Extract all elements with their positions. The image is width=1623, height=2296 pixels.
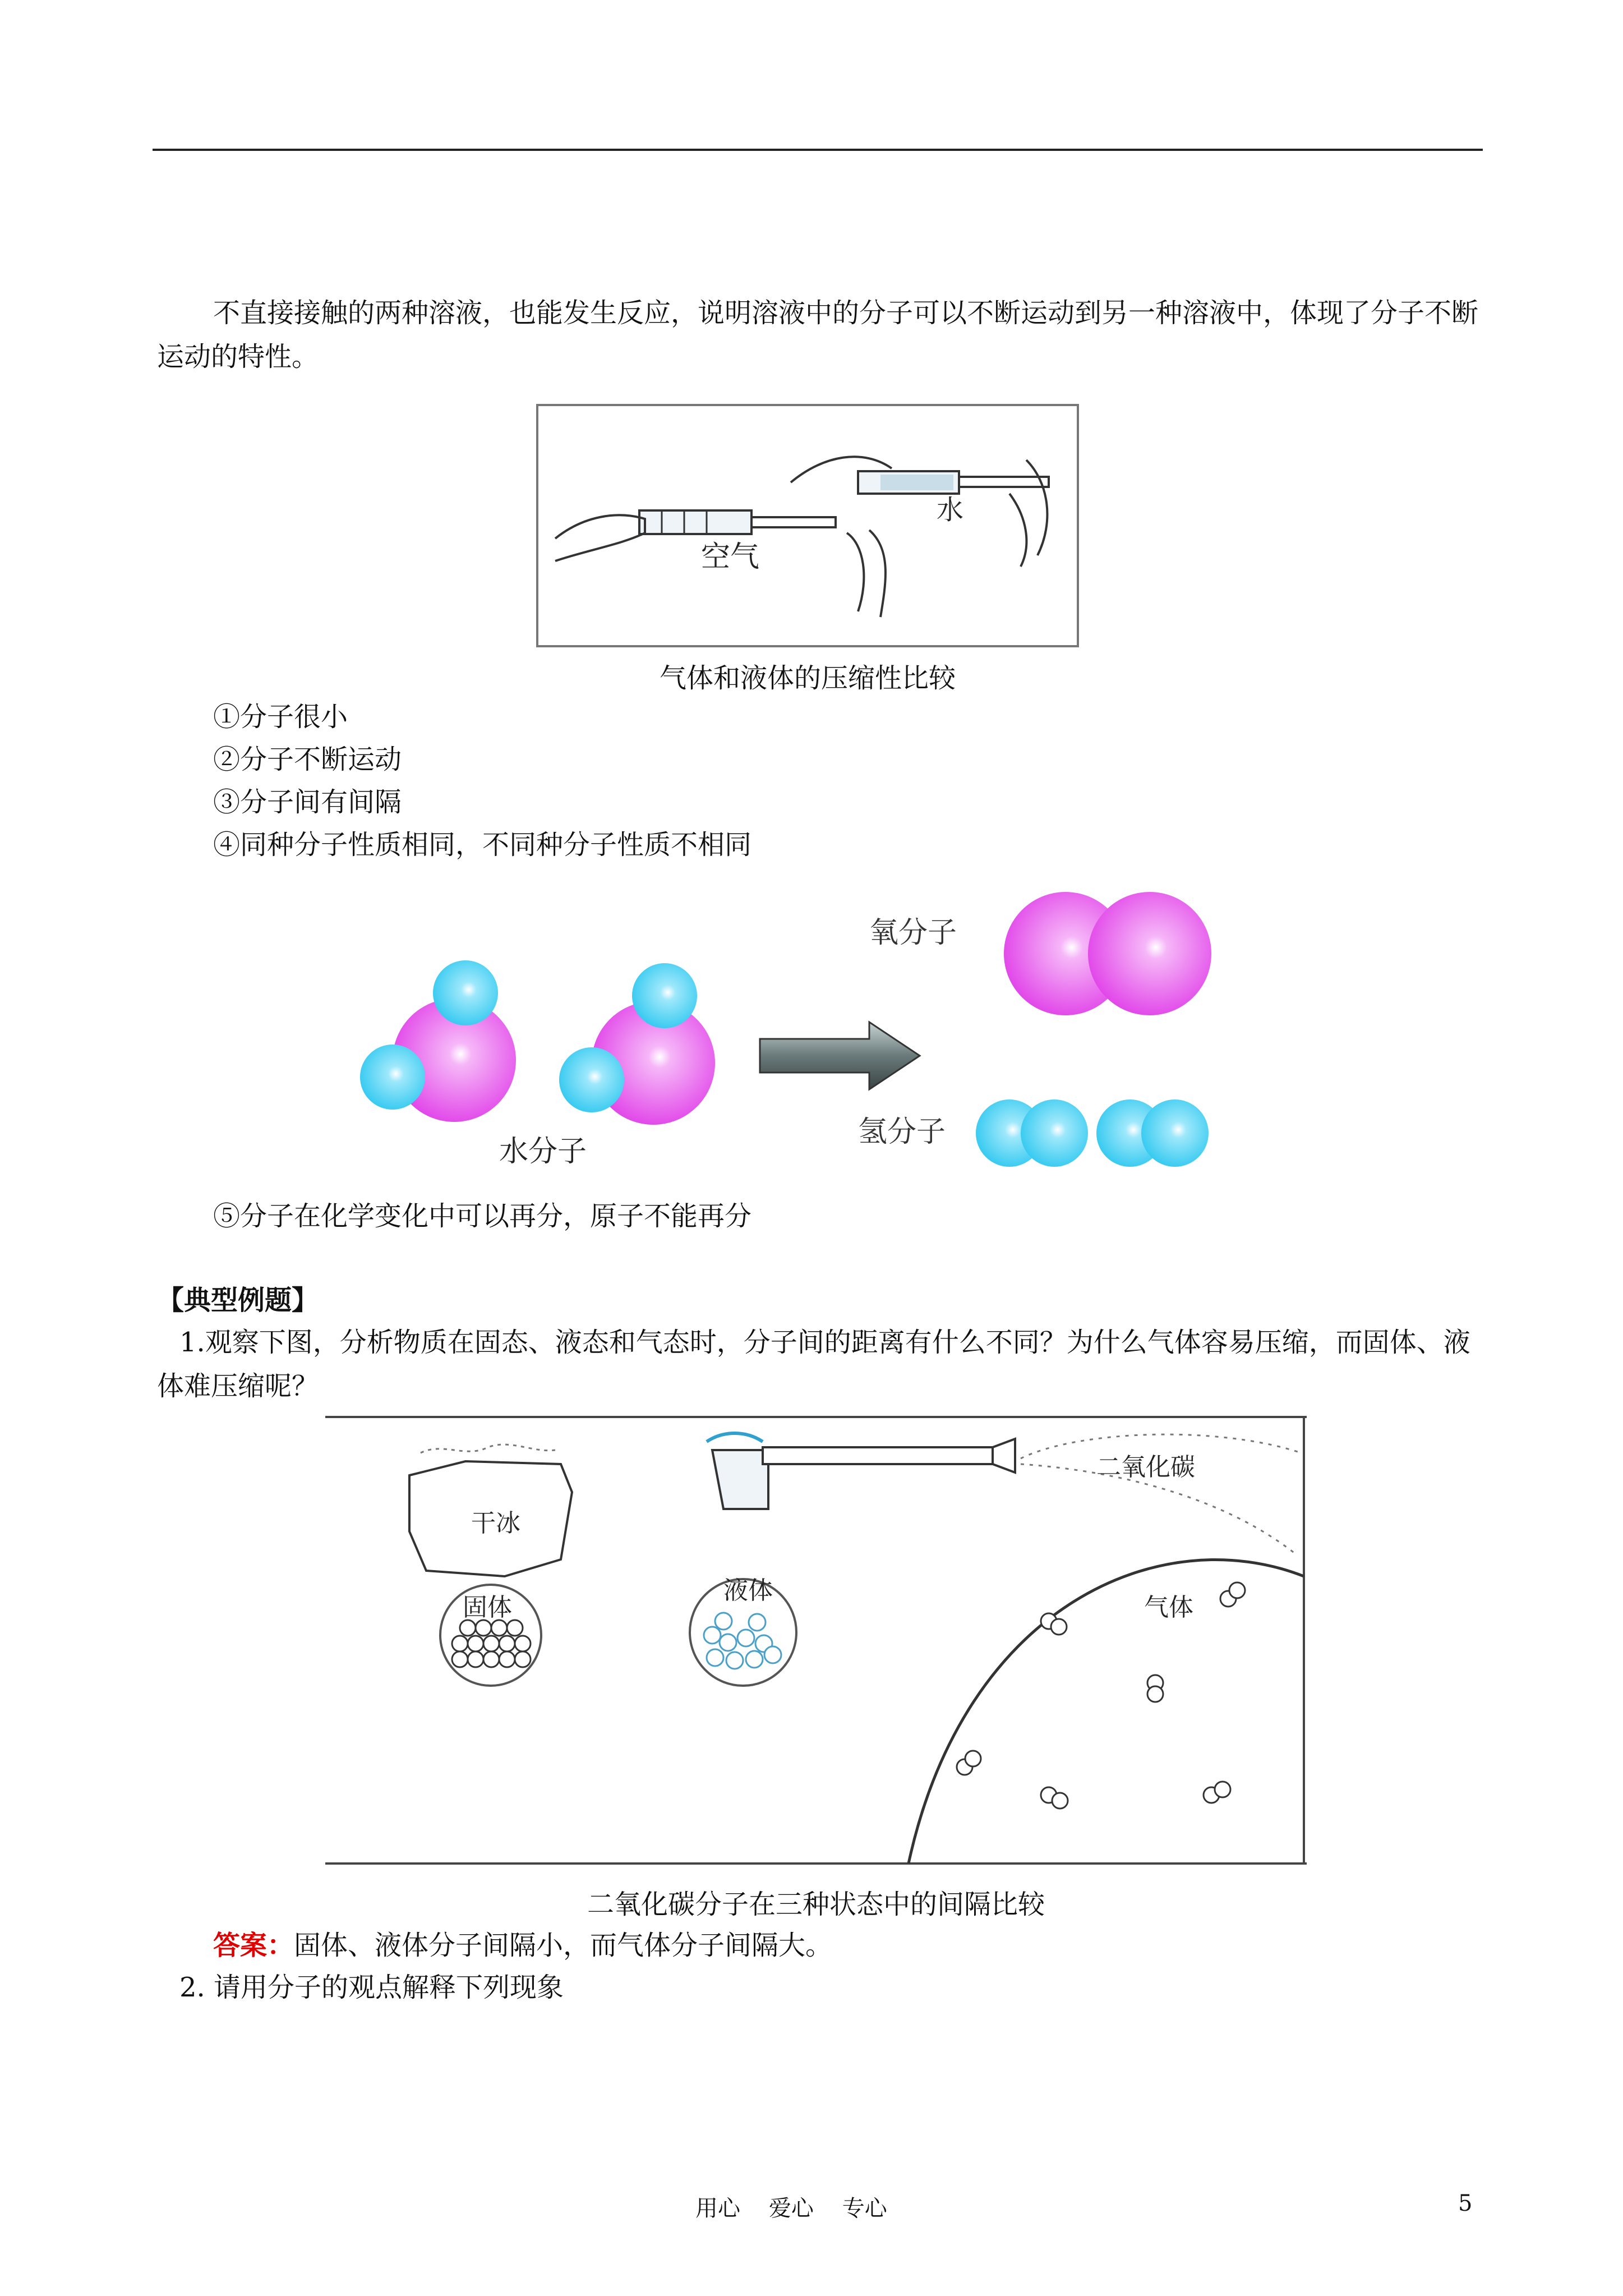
- gas-balloon: [909, 1434, 1304, 1864]
- molecule-figure: [353, 892, 1251, 1195]
- hydrogen-molecule-2: [1096, 1099, 1209, 1167]
- water-molecule-2: [559, 963, 715, 1125]
- liquid-label: 液体: [723, 1576, 773, 1605]
- air-label: 空气: [701, 540, 760, 574]
- answer-line: [213, 1924, 832, 1968]
- dry-ice-block: [409, 1444, 572, 1686]
- answer-label: 答案：: [213, 1930, 294, 1961]
- co2-cylinder: [690, 1433, 1015, 1686]
- co2-states-figure: [320, 1408, 1312, 1874]
- reaction-arrow: [760, 1022, 920, 1089]
- water-label: 水: [937, 494, 964, 526]
- solid-label: 固体: [463, 1593, 512, 1622]
- co2-label: 二氧化碳: [1096, 1453, 1195, 1481]
- syringe-figure: [533, 398, 1082, 651]
- footer-center: 用心 爱心 专心: [695, 2196, 887, 2221]
- dry-ice-label: 干冰: [471, 1509, 520, 1538]
- question-1: 1.观察下图，分析物质在固态、液态和气态时，分子间的距离有什么不同？为什么气体容易压缩，而固体、液体难压缩呢？: [157, 1327, 1470, 1402]
- oxygen-molecule: [1004, 892, 1211, 1015]
- property-item: ①分子很小: [213, 701, 348, 733]
- answer-text: 固体、液体分子间隔小，而气体分子间隔大。: [294, 1930, 833, 1961]
- water-molecule-label: 水分子: [499, 1135, 587, 1168]
- section-title: 【典型例题】: [157, 1285, 319, 1316]
- property-item-5: ⑤分子在化学变化中可以再分，原子不能再分: [213, 1200, 752, 1232]
- hydrogen-molecule-label: 氢分子: [858, 1115, 946, 1149]
- property-item: ④同种分子性质相同，不同种分子性质不相同: [213, 829, 752, 861]
- page-number: 5: [1458, 2191, 1473, 2216]
- oxygen-molecule-label: 氧分子: [869, 916, 957, 950]
- intro-paragraph: 不直接接触的两种溶液，也能发生反应，说明溶液中的分子可以不断运动到另一种溶液中，体现了分子不断运动的特性。: [157, 297, 1479, 372]
- figure1-caption: 气体和液体的压缩性比较: [659, 662, 956, 694]
- water-molecule-1: [360, 960, 516, 1122]
- figure3-caption: 二氧化碳分子在三种状态中的间隔比较: [587, 1889, 1045, 1920]
- question-2: 2. 请用分子的观点解释下列现象: [179, 1972, 564, 2003]
- property-item: ③分子间有间隔: [213, 786, 402, 818]
- header-rule: [153, 149, 1483, 151]
- hydrogen-molecule-1: [976, 1099, 1088, 1167]
- gas-label: 气体: [1144, 1593, 1193, 1622]
- property-item: ②分子不断运动: [213, 744, 402, 775]
